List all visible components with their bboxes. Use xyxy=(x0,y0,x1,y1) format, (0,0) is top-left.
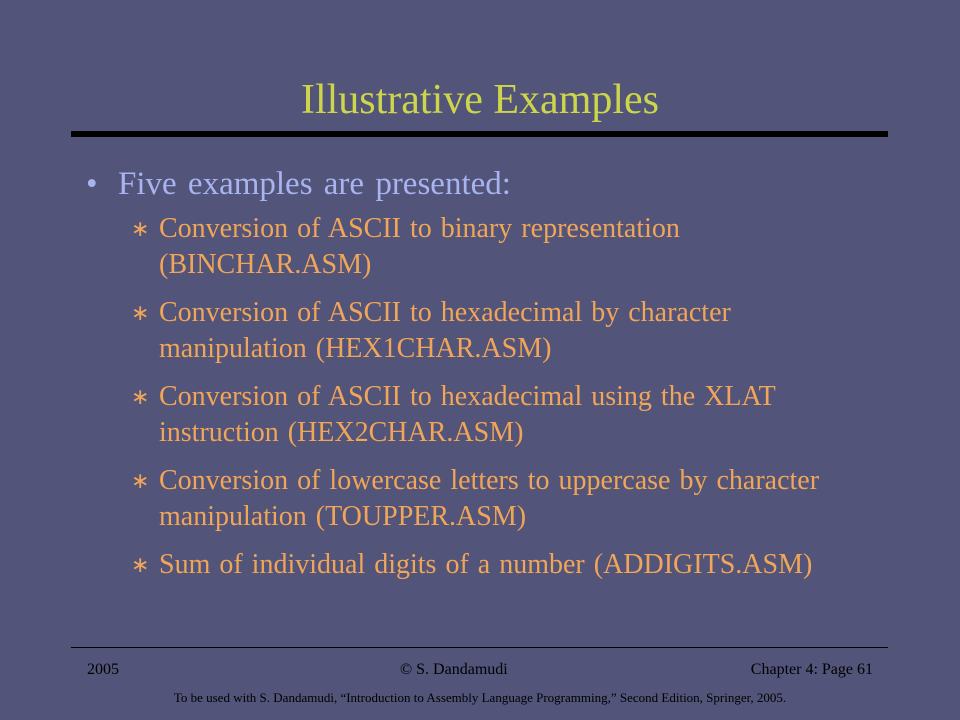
asterisk-bullet-icon: ∗ xyxy=(131,216,150,241)
asterisk-bullet-icon: ∗ xyxy=(131,468,150,493)
slide-title: Illustrative Examples xyxy=(300,77,660,123)
bullet-dot-icon: • xyxy=(86,166,98,202)
sub-bullet-text: Conversion of lowercase letters to uppercase by character manipulation (TOUPPER.ASM) xyxy=(159,465,820,532)
footer-copyright: © S. Dandamudi xyxy=(400,661,508,678)
sub-bullet-text: Conversion of ASCII to hexadecimal by character manipulation (HEX1CHAR.ASM) xyxy=(159,297,731,364)
asterisk-bullet-icon: ∗ xyxy=(131,552,150,577)
footer-note: To be used with S. Dandamudi, “Introduction to Assembly Language Programming,” Second Edition, Springer, 2005. xyxy=(173,690,787,705)
footer-page-number: Chapter 4: Page 61 xyxy=(750,661,873,678)
title-divider xyxy=(71,131,888,137)
sub-bullet-text: Conversion of ASCII to hexadecimal using the XLAT instruction (HEX2CHAR.ASM) xyxy=(159,381,776,448)
footer-divider xyxy=(71,647,888,648)
sub-bullet-text: Sum of individual digits of a number (ADDIGITS.ASM) xyxy=(159,549,813,580)
footer-year: 2005 xyxy=(87,661,119,678)
sub-bullet-text: Conversion of ASCII to binary representation (BINCHAR.ASM) xyxy=(159,213,680,280)
main-bullet-text: Five examples are presented: xyxy=(118,166,511,202)
asterisk-bullet-icon: ∗ xyxy=(131,384,150,409)
asterisk-bullet-icon: ∗ xyxy=(131,300,150,325)
